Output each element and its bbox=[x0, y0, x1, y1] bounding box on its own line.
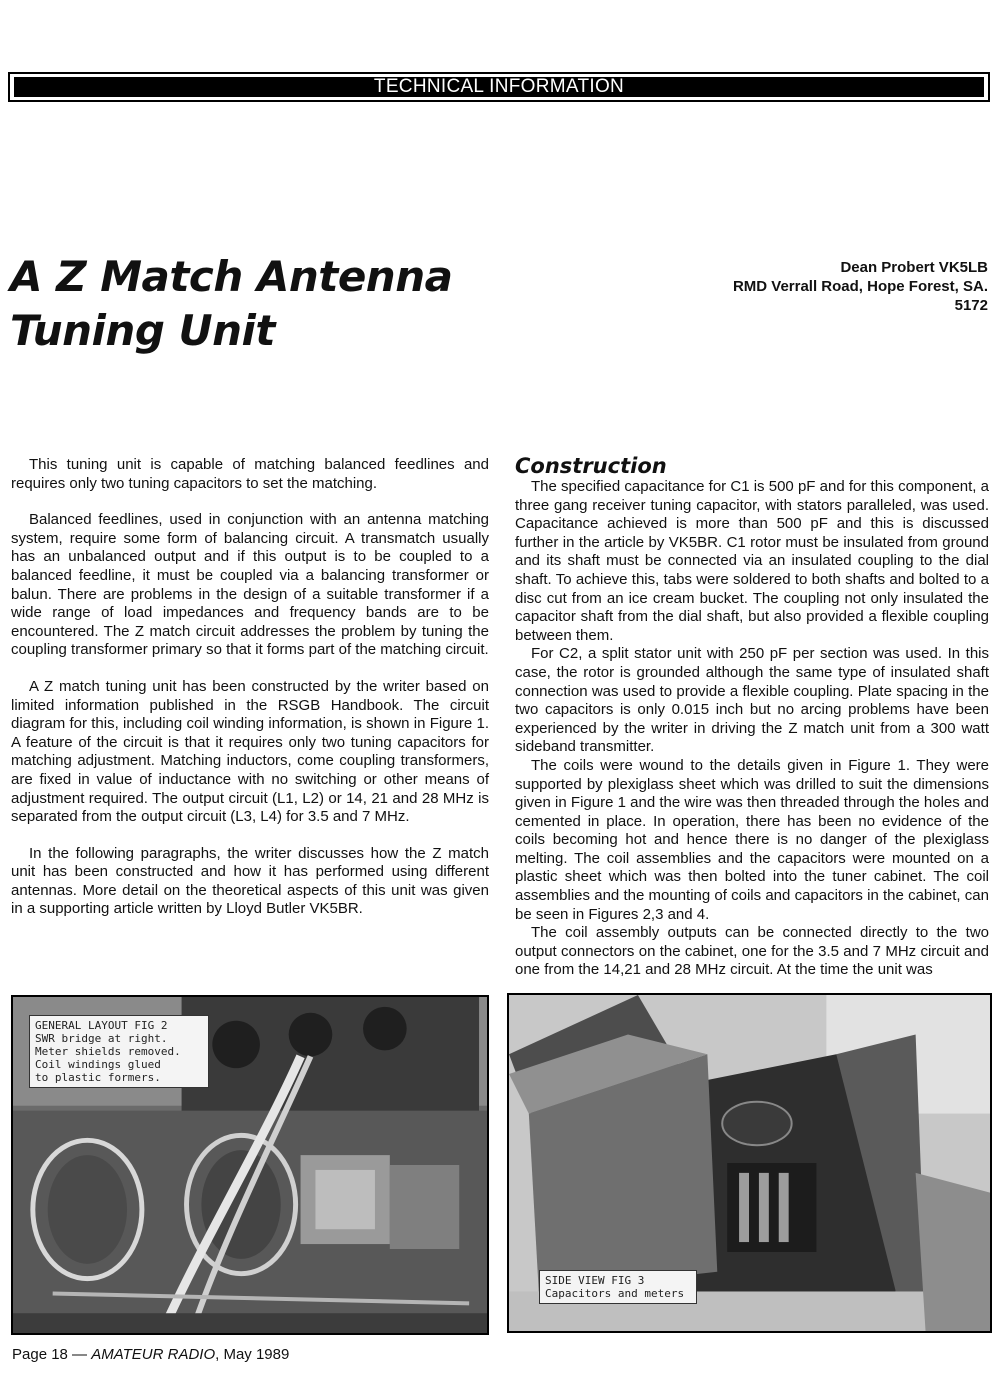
body-paragraph: The coils were wound to the details given in Figure 1. They were supported by plexiglass sheet which was drilled to suit the dimensions given in Figure 1 and the wire was then threaded through the holes and cemented in place. In operation, there has been no evidence of the coils becoming hot and hence there is no danger of the plexiglass melting. The coil assemblies and the capacitors were mounted on a plastic sheet which was then bolted into the tuner cabinet. The coil assemblies and the mounting of coils and capacitors in the cabinet, can be seen in Figures 2,3 and 4. bbox=[515, 756, 989, 923]
author-name: Dean Probert VK5LB bbox=[840, 259, 988, 276]
section-banner bbox=[8, 72, 990, 102]
right-column bbox=[515, 454, 989, 980]
article-title-line-1: A Z Match Antenna bbox=[10, 252, 453, 301]
author-address: RMD Verrall Road, Hope Forest, SA. bbox=[732, 278, 988, 295]
figure-2-photo bbox=[11, 995, 489, 1335]
section-banner-label: TECHNICAL INFORMATION bbox=[14, 77, 984, 97]
figure-3-caption bbox=[539, 1270, 697, 1304]
footer-date: , May 1989 bbox=[215, 1346, 290, 1363]
figure-2-caption-line: to plastic formers. bbox=[35, 1071, 161, 1084]
figure-2-caption-line: Meter shields removed. bbox=[35, 1045, 181, 1058]
body-paragraph: The coil assembly outputs can be connected directly to the two output connectors on the cabinet, one for the 3.5 and 7 MHz circuit and one from the 14,21 and 28 MHz circuit. At the time the unit was bbox=[515, 924, 989, 979]
figure-3-caption-line: SIDE VIEW FIG 3 bbox=[545, 1274, 645, 1287]
figure-2-caption-line: GENERAL LAYOUT FIG 2 bbox=[35, 1019, 168, 1032]
body-paragraph: The specified capacitance for C1 is 500 pF and for this component, a three gang receiver tuning capacitor, with stators paralleled, was used. Capacitance achieved is more than 500 pF and this is discussed further in the article by VK5BR. C1 rotor must be insulated from ground and its shaft must be connected via an insulated coupling to the dial shaft. To achieve this, tabs were soldered to both shafts and bolted to a disc cut from an ice cream bucket. The coupling not only insulated the capacitor shaft from the dial shaft, but also provided a flexible coupling between them. bbox=[515, 478, 989, 644]
body-paragraph: A Z match tuning unit has been constructed by the writer based on limited information published in the RSGB Handbook. The circuit diagram for this, including coil winding information, is shown in Figure 1. A feature of the circuit is that it requires only two tuning capacitors for matching adjustment. Matching inductors, come coupling transformers, are fixed in value of inductance with no switching or other means of adjustment required. The output circuit (L1, L2) or 14, 21 and 28 MHz is separated from the output circuit (L3, L4) for 3.5 and 7 MHz. bbox=[11, 677, 489, 826]
article-title-line-2: Tuning Unit bbox=[10, 306, 275, 355]
author-byline bbox=[628, 258, 988, 315]
article-title bbox=[10, 250, 570, 358]
footer-page-number: Page 18 — bbox=[12, 1346, 92, 1363]
figure-3-caption-line: Capacitors and meters bbox=[545, 1287, 685, 1300]
body-paragraph: For C2, a split stator unit with 250 pF per section was used. In this case, the rotor is grounded although the same type of insulated shaft connection was used to provide a flexible coupling. Plate spacing in the two capacitors is only 0.015 inch but no arcing problems have been experienced by the writer in driving the Z match unit from a 300 watt sideband transmitter. bbox=[515, 645, 989, 756]
author-postcode: 5172 bbox=[954, 297, 988, 314]
left-column bbox=[11, 456, 489, 937]
body-paragraph: This tuning unit is capable of matching balanced feedlines and requires only two tuning capacitors to set the matching. bbox=[11, 456, 489, 492]
figure-2-caption bbox=[29, 1015, 209, 1088]
section-heading-construction: Construction bbox=[515, 454, 667, 478]
figure-2-caption-line: Coil windings glued bbox=[35, 1058, 161, 1071]
figure-3-photo bbox=[507, 993, 992, 1333]
body-paragraph: In the following paragraphs, the writer discusses how the Z match unit has been constructed and how it has performed using different antennas. More detail on the theoretical aspects of this unit was given in a supporting article written by Lloyd Butler VK5BR. bbox=[11, 844, 489, 918]
footer-publication: AMATEUR RADIO bbox=[91, 1346, 216, 1363]
body-paragraph: Balanced feedlines, used in conjunction with an antenna matching system, require some form of balancing circuit. A transmatch usually has an unbalanced output and if this output is to be coupled to a balanced feedline, it must be coupled via a balancing transformer or balun. There are problems in the design of a suitable transformer if a wide range of load impedances and frequency bands are to be encountered. The Z match circuit addresses the problem by tuning the coupling transformer primary so that it forms part of the matching circuit. bbox=[11, 511, 489, 659]
page-footer bbox=[12, 1346, 289, 1364]
figure-2-caption-line: SWR bridge at right. bbox=[35, 1032, 168, 1045]
